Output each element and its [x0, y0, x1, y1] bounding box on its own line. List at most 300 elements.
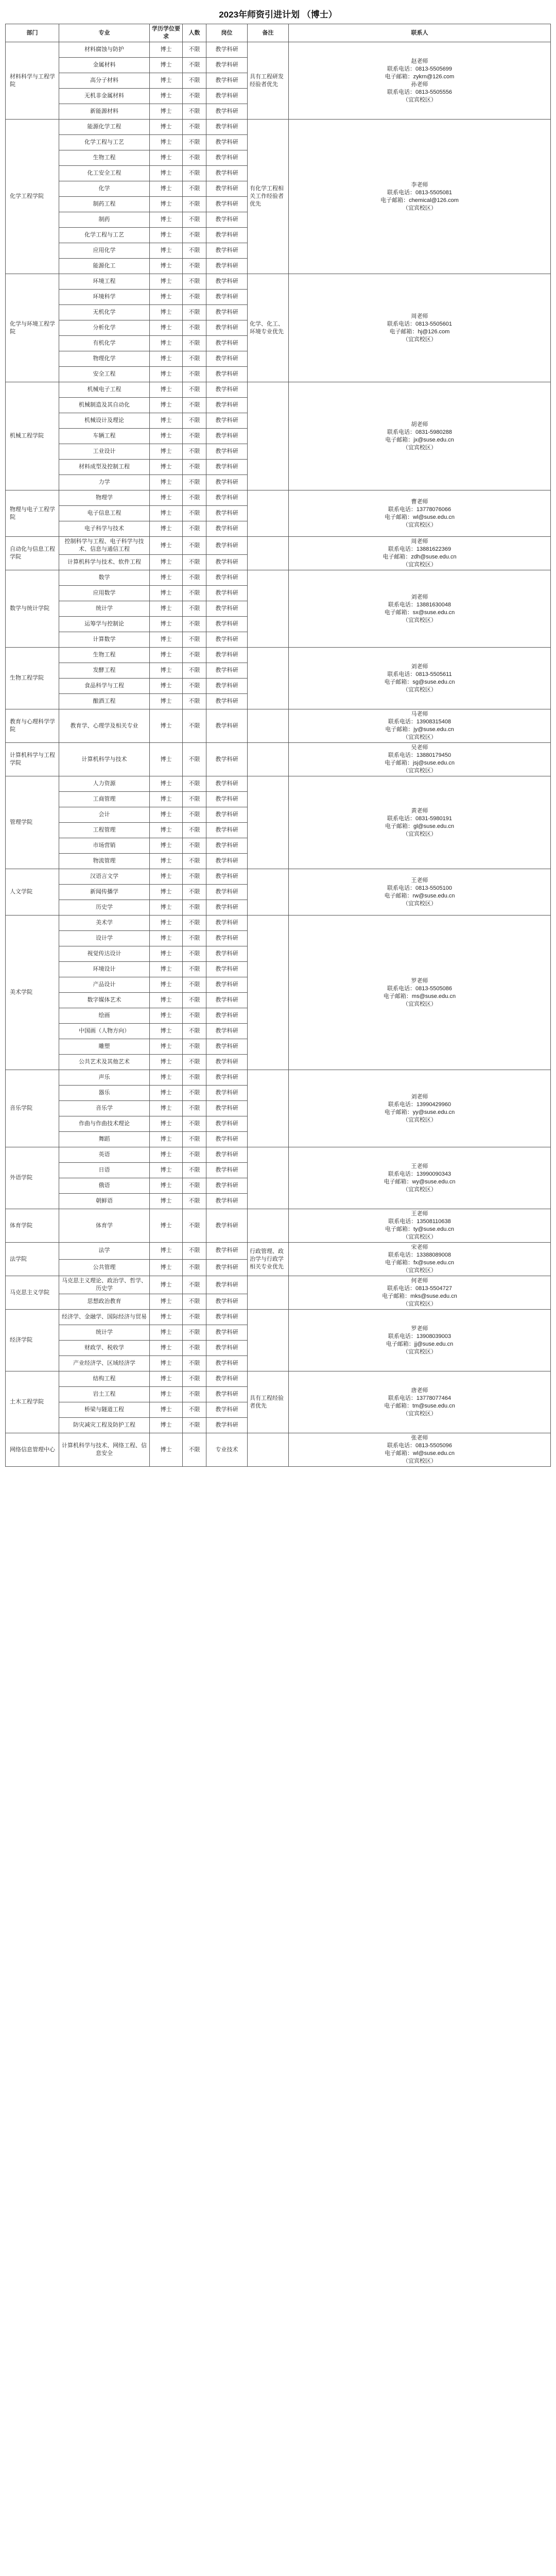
dept-cell: 生物工程学院: [6, 648, 59, 709]
major-cell: 工商管理: [59, 792, 150, 807]
table-row: [6, 1276, 551, 1294]
post-cell: 教学科研: [206, 305, 248, 320]
num-cell: 不限: [183, 709, 206, 743]
degree-cell: 博士: [150, 212, 183, 228]
num-cell: 不限: [183, 931, 206, 946]
post-cell: 教学科研: [206, 367, 248, 382]
major-cell: 机械设计及理论: [59, 413, 150, 429]
dept-cell: 化学工程学院: [6, 120, 59, 274]
dept-cell: 音乐学院: [6, 1070, 59, 1147]
degree-cell: 博士: [150, 1116, 183, 1132]
degree-cell: 博士: [150, 743, 183, 776]
num-cell: 不限: [183, 869, 206, 885]
degree-cell: 博士: [150, 1243, 183, 1260]
num-cell: 不限: [183, 197, 206, 212]
degree-cell: 博士: [150, 351, 183, 367]
num-cell: 不限: [183, 1101, 206, 1116]
major-cell: 制药工程: [59, 197, 150, 212]
post-cell: 专业技术: [206, 1433, 248, 1467]
major-cell: 化学: [59, 181, 150, 197]
degree-cell: 博士: [150, 475, 183, 490]
post-cell: 教学科研: [206, 58, 248, 73]
degree-cell: 博士: [150, 916, 183, 931]
degree-cell: 博士: [150, 1341, 183, 1356]
degree-cell: 博士: [150, 709, 183, 743]
note-cell: [248, 570, 289, 648]
num-cell: 不限: [183, 429, 206, 444]
post-cell: 教学科研: [206, 212, 248, 228]
num-cell: 不限: [183, 1209, 206, 1243]
major-cell: 数学: [59, 570, 150, 586]
table-row: [6, 869, 551, 885]
post-cell: 教学科研: [206, 617, 248, 632]
major-cell: 数字媒体艺术: [59, 993, 150, 1008]
major-cell: 计算数学: [59, 632, 150, 648]
degree-cell: 博士: [150, 413, 183, 429]
post-cell: 教学科研: [206, 490, 248, 506]
table-row: [6, 537, 551, 555]
table-row: [6, 709, 551, 743]
dept-cell: 化学与环境工程学院: [6, 274, 59, 382]
dept-cell: 马克思主义学院: [6, 1276, 59, 1310]
num-cell: 不限: [183, 1402, 206, 1418]
degree-cell: 博士: [150, 885, 183, 900]
major-cell: 英语: [59, 1147, 150, 1163]
post-cell: 教学科研: [206, 869, 248, 885]
degree-cell: 博士: [150, 1147, 183, 1163]
degree-cell: 博士: [150, 838, 183, 854]
major-cell: 运筹学与控制论: [59, 617, 150, 632]
degree-cell: 博士: [150, 1371, 183, 1387]
post-cell: 教学科研: [206, 475, 248, 490]
page-title: 2023年师资引进计划 （博士）: [219, 10, 337, 20]
num-cell: 不限: [183, 398, 206, 413]
major-cell: 汉语言文学: [59, 869, 150, 885]
note-cell: [248, 1310, 289, 1371]
major-cell: 物流管理: [59, 854, 150, 869]
major-cell: 会计: [59, 807, 150, 823]
contact-cell: 刘老师 联系电话：13881630048 电子邮箱：sx@suse.edu.cn （宜宾校区）: [289, 570, 551, 648]
table-row: [6, 1209, 551, 1243]
num-cell: 不限: [183, 1371, 206, 1387]
degree-cell: 博士: [150, 521, 183, 537]
post-cell: 教学科研: [206, 632, 248, 648]
degree-cell: 博士: [150, 490, 183, 506]
num-cell: 不限: [183, 1086, 206, 1101]
header-dept: 部门: [6, 24, 59, 42]
major-cell: 结构工程: [59, 1371, 150, 1387]
note-cell: 具有工程研发经验者优先: [248, 42, 289, 120]
num-cell: 不限: [183, 1418, 206, 1433]
num-cell: 不限: [183, 58, 206, 73]
contact-cell: 刘老师 联系电话：0813-5505611 电子邮箱：sg@suse.edu.cn （宜宾校区）: [289, 648, 551, 709]
post-cell: 教学科研: [206, 1209, 248, 1243]
degree-cell: 博士: [150, 1163, 183, 1178]
degree-cell: 博士: [150, 1055, 183, 1070]
major-cell: 俄语: [59, 1178, 150, 1194]
contact-cell: 宋老师 联系电话：13388089008 电子邮箱：fx@suse.edu.cn （宜宾校区）: [289, 1243, 551, 1276]
num-cell: 不限: [183, 663, 206, 679]
degree-cell: 博士: [150, 135, 183, 150]
degree-cell: 博士: [150, 977, 183, 993]
post-cell: 教学科研: [206, 1418, 248, 1433]
major-cell: 声乐: [59, 1070, 150, 1086]
note-cell: [248, 869, 289, 916]
num-cell: 不限: [183, 521, 206, 537]
post-cell: 教学科研: [206, 1116, 248, 1132]
degree-cell: 博士: [150, 73, 183, 89]
post-cell: 教学科研: [206, 977, 248, 993]
post-cell: 教学科研: [206, 709, 248, 743]
degree-cell: 博士: [150, 993, 183, 1008]
major-cell: 控制科学与工程、电子科学与技术、信息与通信工程: [59, 537, 150, 555]
post-cell: 教学科研: [206, 885, 248, 900]
num-cell: 不限: [183, 413, 206, 429]
post-cell: 教学科研: [206, 792, 248, 807]
post-cell: 教学科研: [206, 1086, 248, 1101]
note-cell: [248, 743, 289, 776]
post-cell: 教学科研: [206, 537, 248, 555]
post-cell: 教学科研: [206, 1178, 248, 1194]
contact-cell: 黄老师 联系电话：0831-5980191 电子邮箱：gl@suse.edu.cn （宜宾校区）: [289, 776, 551, 869]
contact-cell: 唐老师 联系电话：13778077464 电子邮箱：tm@suse.edu.cn （宜宾校区）: [289, 1371, 551, 1433]
major-cell: 有机化学: [59, 336, 150, 351]
major-cell: 生物工程: [59, 150, 150, 166]
degree-cell: 博士: [150, 259, 183, 274]
num-cell: 不限: [183, 166, 206, 181]
post-cell: 教学科研: [206, 570, 248, 586]
major-cell: 经济学、金融学、国际经济与贸易: [59, 1310, 150, 1325]
degree-cell: 博士: [150, 632, 183, 648]
header-post: 岗位: [206, 24, 248, 42]
num-cell: 不限: [183, 367, 206, 382]
post-cell: 教学科研: [206, 694, 248, 709]
post-cell: 教学科研: [206, 1008, 248, 1024]
post-cell: 教学科研: [206, 1070, 248, 1086]
table-header-row: [6, 24, 551, 42]
major-cell: 产业经济学、区域经济学: [59, 1356, 150, 1371]
post-cell: 教学科研: [206, 601, 248, 617]
dept-cell: 物理与电子工程学院: [6, 490, 59, 537]
table-body: [6, 42, 551, 1467]
degree-cell: 博士: [150, 617, 183, 632]
num-cell: 不限: [183, 1276, 206, 1294]
post-cell: 教学科研: [206, 429, 248, 444]
table-row: [6, 916, 551, 931]
major-cell: 能源化工: [59, 259, 150, 274]
degree-cell: 博士: [150, 367, 183, 382]
degree-cell: 博士: [150, 792, 183, 807]
num-cell: 不限: [183, 1055, 206, 1070]
recruitment-table: [5, 24, 551, 1467]
note-cell: 行政管理、政治学与行政学相关专业优先: [248, 1243, 289, 1276]
num-cell: 不限: [183, 181, 206, 197]
post-cell: 教学科研: [206, 259, 248, 274]
post-cell: 教学科研: [206, 1259, 248, 1276]
post-cell: 教学科研: [206, 460, 248, 475]
major-cell: 化学工程与工艺: [59, 135, 150, 150]
num-cell: 不限: [183, 490, 206, 506]
major-cell: 计算机科学与技术、软件工程: [59, 555, 150, 570]
major-cell: 化工安全工程: [59, 166, 150, 181]
major-cell: 能源化学工程: [59, 120, 150, 135]
degree-cell: 博士: [150, 869, 183, 885]
major-cell: 教育学、心理学及相关专业: [59, 709, 150, 743]
note-cell: [248, 709, 289, 743]
major-cell: 无机非金属材料: [59, 89, 150, 104]
major-cell: 雕塑: [59, 1039, 150, 1055]
post-cell: 教学科研: [206, 1163, 248, 1178]
table-row: [6, 382, 551, 398]
major-cell: 物理化学: [59, 351, 150, 367]
post-cell: 教学科研: [206, 135, 248, 150]
major-cell: 电子科学与技术: [59, 521, 150, 537]
post-cell: 教学科研: [206, 1147, 248, 1163]
degree-cell: 博士: [150, 1356, 183, 1371]
num-cell: 不限: [183, 290, 206, 305]
table-row: [6, 490, 551, 506]
num-cell: 不限: [183, 228, 206, 243]
contact-cell: 吴老师 联系电话：13880179450 电子邮箱：jsj@suse.edu.cn （宜宾校区）: [289, 743, 551, 776]
table-row: [6, 1147, 551, 1163]
major-cell: 生物工程: [59, 648, 150, 663]
contact-cell: 曹老师 联系电话：13778076066 电子邮箱：wl@suse.edu.cn （宜宾校区）: [289, 490, 551, 537]
post-cell: 教学科研: [206, 838, 248, 854]
degree-cell: 博士: [150, 555, 183, 570]
dept-cell: 人文学院: [6, 869, 59, 916]
degree-cell: 博士: [150, 89, 183, 104]
degree-cell: 博士: [150, 398, 183, 413]
major-cell: 高分子材料: [59, 73, 150, 89]
post-cell: 教学科研: [206, 320, 248, 336]
major-cell: 市场营销: [59, 838, 150, 854]
num-cell: 不限: [183, 120, 206, 135]
degree-cell: 博士: [150, 946, 183, 962]
note-cell: 有化学工程相关工作经验者优先: [248, 120, 289, 274]
post-cell: 教学科研: [206, 1310, 248, 1325]
post-cell: 教学科研: [206, 1194, 248, 1209]
post-cell: 教学科研: [206, 104, 248, 120]
degree-cell: 博士: [150, 1433, 183, 1467]
major-cell: 思想政治教育: [59, 1294, 150, 1310]
degree-cell: 博士: [150, 1070, 183, 1086]
post-cell: 教学科研: [206, 823, 248, 838]
post-cell: 教学科研: [206, 679, 248, 694]
contact-cell: 周老师 联系电话：0813-5505601 电子邮箱：hj@126.com （宜宾校区）: [289, 274, 551, 382]
num-cell: 不限: [183, 1178, 206, 1194]
num-cell: 不限: [183, 135, 206, 150]
note-cell: [248, 537, 289, 570]
degree-cell: 博士: [150, 1402, 183, 1418]
post-cell: 教学科研: [206, 931, 248, 946]
major-cell: 日语: [59, 1163, 150, 1178]
table-row: [6, 648, 551, 663]
num-cell: 不限: [183, 1356, 206, 1371]
major-cell: 应用数学: [59, 586, 150, 601]
post-cell: 教学科研: [206, 382, 248, 398]
post-cell: 教学科研: [206, 243, 248, 259]
contact-cell: 罗老师 联系电话：0813-5505086 电子邮箱：ms@suse.edu.cn （宜宾校区）: [289, 916, 551, 1070]
num-cell: 不限: [183, 1008, 206, 1024]
degree-cell: 博士: [150, 197, 183, 212]
contact-cell: 王老师 联系电话：0813-5505100 电子邮箱：rw@suse.edu.cn （宜宾校区）: [289, 869, 551, 916]
table-row: [6, 42, 551, 58]
major-cell: 分析化学: [59, 320, 150, 336]
degree-cell: 博士: [150, 1418, 183, 1433]
degree-cell: 博士: [150, 460, 183, 475]
contact-cell: 王老师 联系电话：13508110638 电子邮箱：ty@suse.edu.cn （宜宾校区）: [289, 1209, 551, 1243]
major-cell: 材料腐蚀与防护: [59, 42, 150, 58]
num-cell: 不限: [183, 916, 206, 931]
num-cell: 不限: [183, 1194, 206, 1209]
contact-cell: 刘老师 联系电话：13990429960 电子邮箱：yy@suse.edu.cn （宜宾校区）: [289, 1070, 551, 1147]
major-cell: 统计学: [59, 1325, 150, 1341]
degree-cell: 博士: [150, 166, 183, 181]
num-cell: 不限: [183, 1341, 206, 1356]
num-cell: 不限: [183, 382, 206, 398]
major-cell: 体育学: [59, 1209, 150, 1243]
post-cell: 教学科研: [206, 993, 248, 1008]
degree-cell: 博士: [150, 429, 183, 444]
major-cell: 新能源材料: [59, 104, 150, 120]
num-cell: 不限: [183, 1070, 206, 1086]
major-cell: 环境科学: [59, 290, 150, 305]
num-cell: 不限: [183, 506, 206, 521]
num-cell: 不限: [183, 1243, 206, 1260]
dept-cell: 经济学院: [6, 1310, 59, 1371]
major-cell: 环境设计: [59, 962, 150, 977]
post-cell: 教学科研: [206, 166, 248, 181]
post-cell: 教学科研: [206, 1024, 248, 1039]
num-cell: 不限: [183, 274, 206, 290]
note-cell: [248, 382, 289, 490]
contact-cell: 王老师 联系电话：13990090343 电子邮箱：wy@suse.edu.cn （宜宾校区）: [289, 1147, 551, 1209]
degree-cell: 博士: [150, 1194, 183, 1209]
dept-cell: 法学院: [6, 1243, 59, 1276]
post-cell: 教学科研: [206, 962, 248, 977]
post-cell: 教学科研: [206, 1371, 248, 1387]
contact-cell: 马老师 联系电话：13908315408 电子邮箱：jy@suse.edu.cn （宜宾校区）: [289, 709, 551, 743]
degree-cell: 博士: [150, 382, 183, 398]
num-cell: 不限: [183, 1259, 206, 1276]
degree-cell: 博士: [150, 1209, 183, 1243]
degree-cell: 博士: [150, 931, 183, 946]
num-cell: 不限: [183, 648, 206, 663]
major-cell: 制药: [59, 212, 150, 228]
post-cell: 教学科研: [206, 413, 248, 429]
num-cell: 不限: [183, 694, 206, 709]
degree-cell: 博士: [150, 1132, 183, 1147]
note-cell: 具有工程经验者优先: [248, 1371, 289, 1433]
post-cell: 教学科研: [206, 506, 248, 521]
num-cell: 不限: [183, 1132, 206, 1147]
num-cell: 不限: [183, 150, 206, 166]
major-cell: 计算机科学与技术: [59, 743, 150, 776]
degree-cell: 博士: [150, 336, 183, 351]
degree-cell: 博士: [150, 274, 183, 290]
num-cell: 不限: [183, 444, 206, 460]
post-cell: 教学科研: [206, 398, 248, 413]
degree-cell: 博士: [150, 150, 183, 166]
degree-cell: 博士: [150, 1024, 183, 1039]
num-cell: 不限: [183, 243, 206, 259]
major-cell: 工程管理: [59, 823, 150, 838]
major-cell: 统计学: [59, 601, 150, 617]
post-cell: 教学科研: [206, 1132, 248, 1147]
degree-cell: 博士: [150, 305, 183, 320]
num-cell: 不限: [183, 823, 206, 838]
note-cell: 化学、化工、环境专业优先: [248, 274, 289, 382]
major-cell: 设计学: [59, 931, 150, 946]
num-cell: 不限: [183, 993, 206, 1008]
degree-cell: 博士: [150, 181, 183, 197]
num-cell: 不限: [183, 259, 206, 274]
major-cell: 发酵工程: [59, 663, 150, 679]
degree-cell: 博士: [150, 679, 183, 694]
degree-cell: 博士: [150, 854, 183, 869]
num-cell: 不限: [183, 351, 206, 367]
note-cell: [248, 1209, 289, 1243]
degree-cell: 博士: [150, 807, 183, 823]
major-cell: 历史学: [59, 900, 150, 916]
major-cell: 车辆工程: [59, 429, 150, 444]
post-cell: 教学科研: [206, 1325, 248, 1341]
post-cell: 教学科研: [206, 854, 248, 869]
major-cell: 作曲与作曲技术理论: [59, 1116, 150, 1132]
num-cell: 不限: [183, 586, 206, 601]
note-cell: [248, 1070, 289, 1147]
major-cell: 物理学: [59, 490, 150, 506]
dept-cell: 体育学院: [6, 1209, 59, 1243]
post-cell: 教学科研: [206, 336, 248, 351]
table-row: [6, 1433, 551, 1467]
num-cell: 不限: [183, 305, 206, 320]
post-cell: 教学科研: [206, 274, 248, 290]
post-cell: 教学科研: [206, 743, 248, 776]
header-num: 人数: [183, 24, 206, 42]
num-cell: 不限: [183, 679, 206, 694]
header-degree: 学历学位要求: [150, 24, 183, 42]
dept-cell: 土木工程学院: [6, 1371, 59, 1433]
degree-cell: 博士: [150, 1310, 183, 1325]
num-cell: 不限: [183, 89, 206, 104]
num-cell: 不限: [183, 743, 206, 776]
degree-cell: 博士: [150, 537, 183, 555]
post-cell: 教学科研: [206, 900, 248, 916]
major-cell: 人力资源: [59, 776, 150, 792]
num-cell: 不限: [183, 977, 206, 993]
dept-cell: 材料科学与工程学院: [6, 42, 59, 120]
num-cell: 不限: [183, 1163, 206, 1178]
major-cell: 环境工程: [59, 274, 150, 290]
post-cell: 教学科研: [206, 197, 248, 212]
degree-cell: 博士: [150, 1259, 183, 1276]
post-cell: 教学科研: [206, 946, 248, 962]
major-cell: 力学: [59, 475, 150, 490]
contact-cell: 张老师 联系电话：0813-5505096 电子邮箱：wl@suse.edu.cn （宜宾校区）: [289, 1433, 551, 1467]
degree-cell: 博士: [150, 58, 183, 73]
degree-cell: 博士: [150, 320, 183, 336]
table-row: [6, 120, 551, 135]
major-cell: 金属材料: [59, 58, 150, 73]
post-cell: 教学科研: [206, 1294, 248, 1310]
post-cell: 教学科研: [206, 351, 248, 367]
num-cell: 不限: [183, 962, 206, 977]
note-cell: [248, 490, 289, 537]
table-row: [6, 570, 551, 586]
note-cell: [248, 916, 289, 1070]
table-row: [6, 743, 551, 776]
